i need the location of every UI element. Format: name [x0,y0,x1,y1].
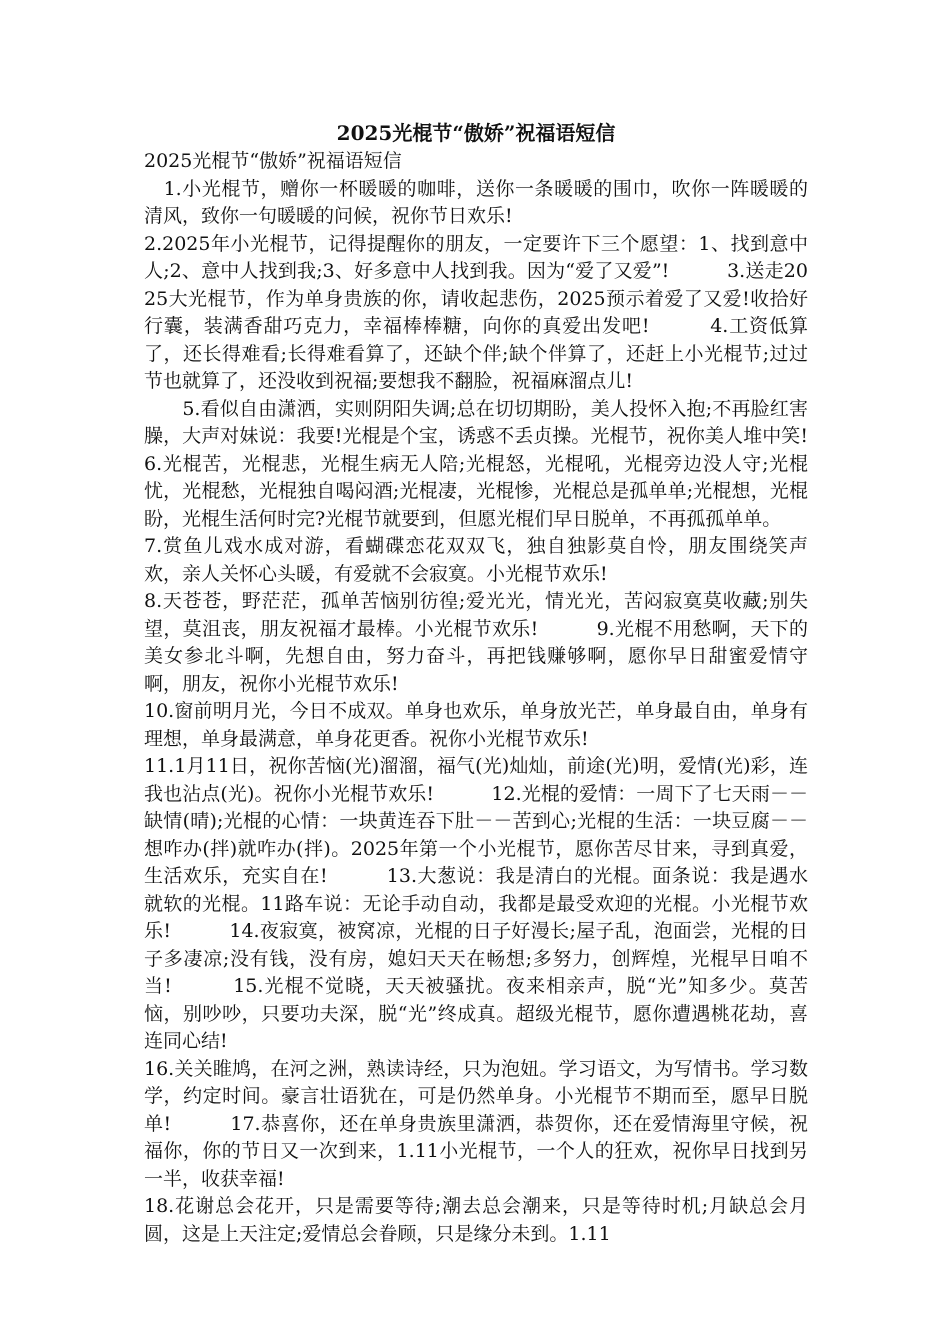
paragraph-3: 5.看似自由潇洒，实则阴阳失调;总在切切期盼，美人投怀入抱;不再脸红害臊，大声对妹说：我要!光棍是个宝，诱惑不丢贞操。光棍节，祝你美人堆中笑! 6.光棍苦，光棍悲，光棍生病无人陪;光棍怒，光棍吼，光棍旁边没人守;光棍忧，光棍愁，光棍独自喝闷酒;光棍凄，光棍惨，光棍总是孤单单;光棍想，光棍盼，光棍生活何时完?光棍节就要到，但愿光棍们早日脱单，不再孤孤单单。 [144,397,866,530]
paragraph-1: 1.小光棍节，赠你一杯暖暖的咖啡，送你一条暖暖的围巾，吹你一阵暖暖的清风，致你一句暖暖的问候，祝你节日欢乐! [144,177,808,227]
paragraph-6: 10.窗前明月光，今日不成双。单身也欢乐，单身放光芒，单身最自由，单身有理想，单身最满意，单身花更香。祝你小光棍节欢乐! [144,700,808,750]
paragraph-2: 2.2025年小光棍节，记得提醒你的朋友，一定要许下三个愿望：1、找到意中人;2、意中人找到我;3、好多意中人找到我。因为“爱了又爱”! 3.送走2025大光棍节，作为单身贵族的你，请收起悲伤，2025预示着爱了又爱!收拾好行囊，装满香甜巧克力，幸福棒棒糖，向你的真爱出发吧! 4.工资低算了，还长得难看;长得难看算了，还缺个伴;缺个伴算了，还赶上小光棍节;过过节也就算了，还没收到祝福;要想我不翻脸，祝福麻溜点儿! [144,232,808,392]
document-page [144,118,866,1248]
paragraph-7: 11.1月11日，祝你苦恼(光)溜溜，福气(光)灿灿，前途(光)明，爱情(光)彩，连我也沾点(光)。祝你小光棍节欢乐! 12.光棍的爱情：一周下了七天雨－－缺情(晴);光棍的心情：一块黄连吞下肚－－苦到心;光棍的生活：一块豆腐－－想咋办(拌)就咋办(拌)。2025年第一个小光棍节，愿你苦尽甘来，寻到真爱，生活欢乐，充实自在! 13.大葱说：我是清白的光棍。面条说：我是遇水就软的光棍。11路车说：无论手动自动，我都是最受欢迎的光棍。小光棍节欢乐! 14.夜寂寞，被窝凉，光棍的日子好漫长;屋子乱，泡面尝，光棍的日子多凄凉;没有钱，没有房，媳妇天天在畅想;多努力，创辉煌，光棍早日咱不当! 15.光棍不觉晓，天天被骚扰。夜来相亲声，脱“光”知多少。莫苦恼，别吵吵，只要功夫深，脱“光”终成真。超级光棍节，愿你遭遇桃花劫，喜连同心结! [144,755,808,1052]
paragraph-8: 16.关关睢鸠，在河之洲，熟读诗经，只为泡妞。学习语文，为写情书。学习数学，约定时间。豪言壮语犹在，可是仍然单身。小光棍节不期而至，愿早日脱单! 17.恭喜你，还在单身贵族里潇洒，恭贺你，还在爱情海里守候，祝福你，你的节日又一次到来，1.11小光棍节，一个人的狂欢，祝你早日找到另一半，收获幸福! [144,1057,808,1190]
document-body [144,148,866,1248]
document-subtitle: 2025光棍节“傲娇”祝福语短信 [144,150,402,172]
paragraph-4: 7.赏鱼儿戏水成对游，看蝴碟恋花双双飞，独自独影莫自怜，朋友围绕笑声欢，亲人关怀心头暖，有爱就不会寂寞。小光棍节欢乐! [144,535,808,585]
document-title: 2025光棍节“傲娇”祝福语短信 [336,121,616,145]
paragraph-5: 8.天苍苍，野茫茫，孤单苦恼别彷徨;爱光光，情光光，苦闷寂寞莫收藏;别失望，莫沮丧，朋友祝福才最棒。小光棍节欢乐! 9.光棍不用愁啊，天下的美女参北斗啊，先想自由，努力奋斗，再把钱赚够啊，愿你早日甜蜜爱情守啊，朋友，祝你小光棍节欢乐! [144,590,808,695]
paragraph-9: 18.花谢总会花开，只是需要等待;潮去总会潮来，只是等待时机;月缺总会月圆，这是上天注定;爱情总会眷顾，只是缘分未到。1.11 [144,1195,808,1245]
